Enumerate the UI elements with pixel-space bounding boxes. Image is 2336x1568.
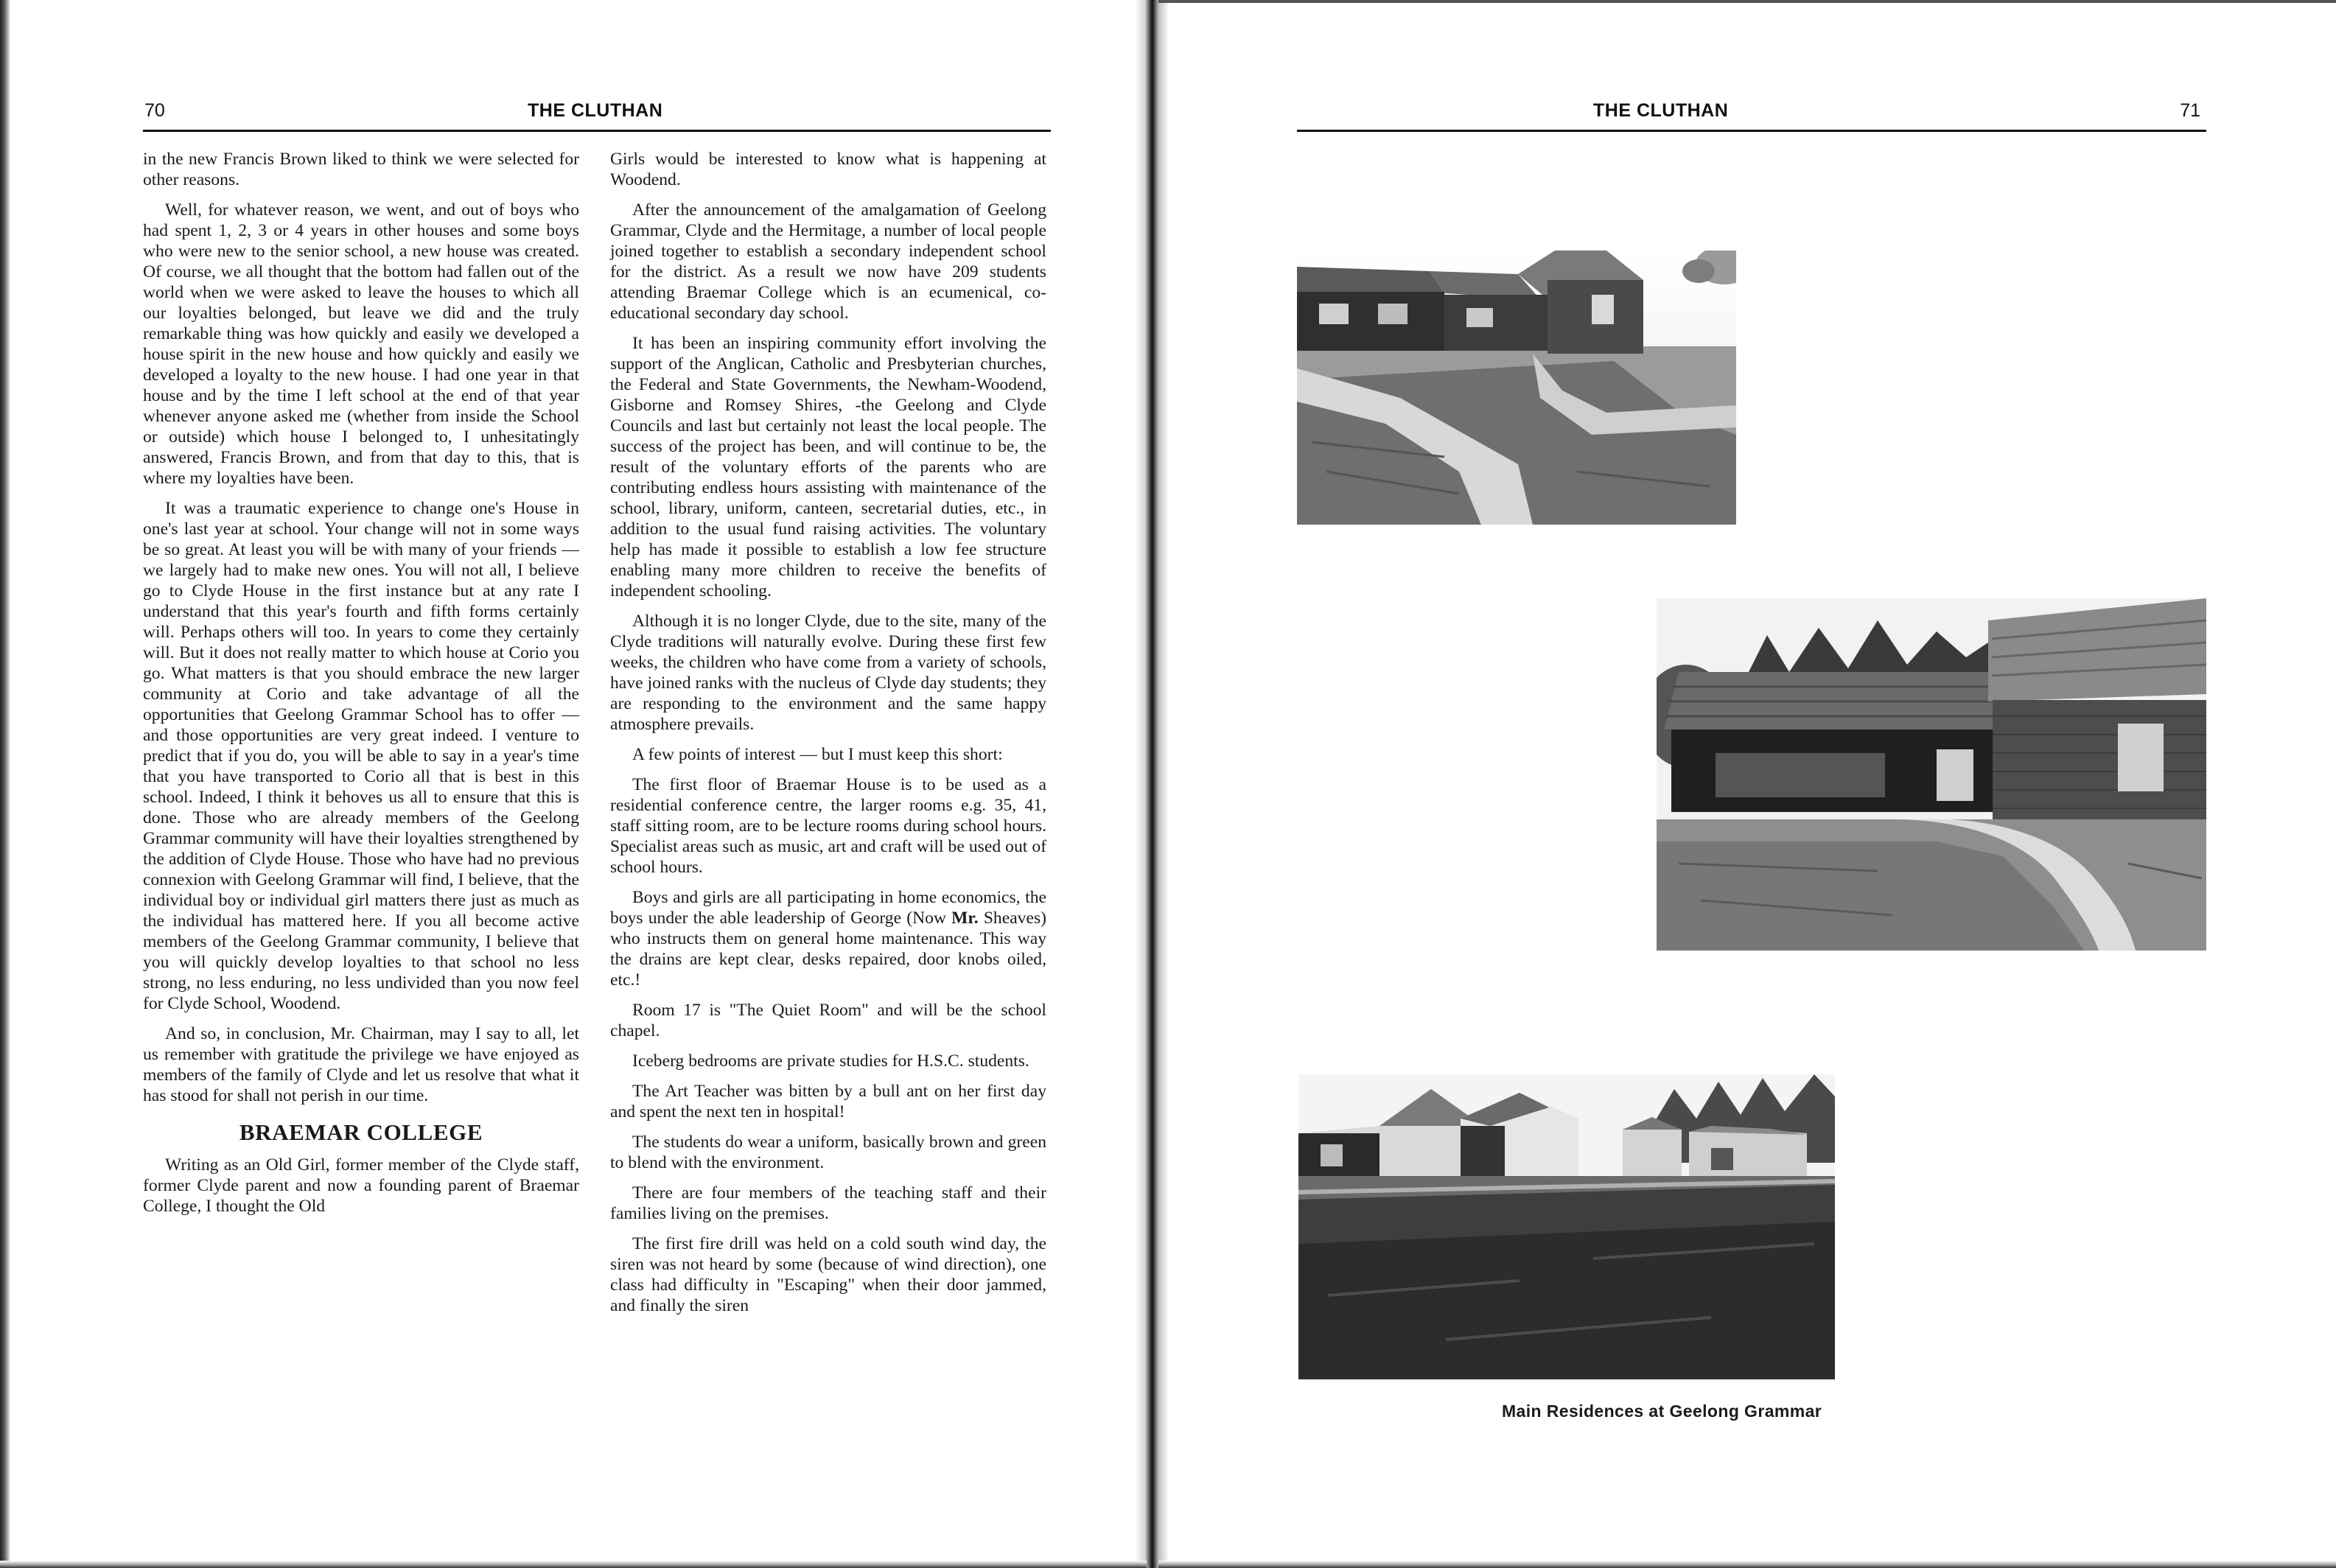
paragraph: Girls would be interested to know what is happening at Woodend.: [610, 150, 1046, 189]
running-head-right: [1297, 100, 2206, 132]
page-edge-shadow: [0, 0, 10, 1568]
paragraph: It has been an inspiring community effort involving the support of the Anglican, Catholic and Presbyterian churches, the Federal and State Governments, the Newham-Woodend, Gisborne and Romsey Shires, -the Geelong and Clyde Councils and last but certainly not least the local people. The success of the project has been, and will continue to be, the result of the voluntary efforts of the parents who are contributing endless hours assisting with maintenance of the school, library, uniform, canteen, secretarial duties, etc., in addition to the usual fund raising activities. The voluntary help has made it possible to establish a low fee structure enabling many more children to receive the benefits of independent schooling.: [610, 334, 1046, 601]
paragraph: The students do wear a uniform, basically brown and green to blend with the environment.: [610, 1133, 1046, 1172]
residence-photo-3: [1298, 1074, 1835, 1379]
paragraph: And so, in conclusion, Mr. Chairman, may I say to all, let us remember with gratitude the privilege we have enjoyed as members of the family of Clyde and let us resolve that what it has stood for shall not perish in our time.: [143, 1024, 579, 1105]
page-edge-shadow: [0, 1561, 1147, 1568]
paragraph: Writing as an Old Girl, former member of the Clyde staff, former Clyde parent and now a founding parent of Braemar College, I thought the Old: [143, 1155, 579, 1216]
left-page: [0, 0, 1147, 1568]
paragraph: The Art Teacher was bitten by a bull ant on her first day and spent the next ten in hospital!: [610, 1082, 1046, 1121]
right-page: [1158, 0, 2336, 1568]
paragraph: It was a traumatic experience to change one's House in one's last year at school. Your change will not in some ways be so great. At least you will be with many of your friends — we largely had to make new ones. You will not all, I believe go to Clyde House in the first instance but at any rate I understand that this year's fourth and fifth forms certainly will. Perhaps others will too. In years to come they certainly will. But it does not really matter to which house at Corio you go. What matters is that you should embrace the new larger community at Corio and take advantage of all the opportunities that Geelong Grammar School has to offer — and those opportunities are very great indeed. I venture to predict that if you do, you will be able to say in a year's time that you have transported to Corio all that is best in this school. Indeed, I think it behoves us all to ensure that this is done. Those who are already members of the Geelong Grammar community will have their loyalties strengthened by the addition of Clyde House. Those who have had no previous connexion with Geelong Grammar will find, I believe, that the individual boy or individual girl matters there just as much as the individual has mattered here. If you all become active members of the Geelong Grammar community, I believe that you will quickly develop loyalties to that school no less strong, no less enduring, no less undivided than you now feel for Clyde School, Woodend.: [143, 499, 579, 1013]
page-edge-shadow: [1158, 1561, 2336, 1568]
residence-photo-1: [1297, 251, 1736, 525]
text-column-2: [610, 149, 1046, 1326]
paragraph: After the announcement of the amalgamation of Geelong Grammar, Clyde and the Hermitage, a number of local people joined together to establish a secondary independent school for the district. As a result we now have 209 students attending Braemar College which is an ecumenical, co-educational secondary day school.: [610, 200, 1046, 323]
text-run: Sheaves) who instructs them on general home maintenance. This way the drains are kept clear, desks repaired, door knobs oiled, etc.!: [610, 909, 1046, 990]
page-number-right: 71: [2180, 100, 2200, 121]
photo-image: [1298, 1074, 1835, 1379]
paragraph: The first fire drill was held on a cold south wind day, the siren was not heard by some (because of wind direction), one class had difficulty in "Escaping" when their door jammed, and finally the siren: [610, 1234, 1046, 1315]
paragraph: Although it is no longer Clyde, due to the site, many of the Clyde traditions will naturally evolve. During these first few weeks, the children who have come from a variety of schools, have joined ranks with the nucleus of Clyde day students; they are responding to the environment and the same happy atmosphere prevails.: [610, 612, 1046, 734]
text-run: Boys and girls are all participating in home economics, the boys under the able leadership of George (Now: [610, 888, 1046, 928]
paragraph: The first floor of Braemar House is to be used as a residential conference centre, the larger rooms e.g. 35, 41, staff sitting room, are to be lecture rooms during school hours. Specialist areas such as music, art and craft will be used out of school hours.: [610, 775, 1046, 877]
running-head-left: [143, 100, 1051, 132]
photo-image: [1297, 251, 1736, 525]
page-number-left: 70: [144, 100, 165, 121]
paragraph: Iceberg bedrooms are private studies for H.S.C. students.: [632, 1051, 1029, 1071]
paragraph: There are four members of the teaching staff and their families living on the premises.: [610, 1183, 1046, 1223]
residence-photo-2: [1657, 598, 2206, 951]
paragraph: in the new Francis Brown liked to think we were selected for other reasons.: [143, 150, 579, 189]
paragraph: [610, 887, 1046, 990]
text-column-1: [143, 149, 579, 1226]
page-edge-shadow: [1158, 0, 2336, 3]
paragraph: Room 17 is "The Quiet Room" and will be the school chapel.: [610, 1001, 1046, 1040]
running-title-right: THE CLUTHAN: [1593, 100, 1729, 121]
section-heading: BRAEMAR COLLEGE: [239, 1119, 483, 1145]
photo-caption: Main Residences at Geelong Grammar: [1502, 1401, 1822, 1421]
paragraph: Well, for whatever reason, we went, and out of boys who had spent 1, 2, 3 or 4 years in other houses and some boys who were new to the senior school, a new house was created. Of course, we all thought that the bottom had fallen out of the world when we were asked to leave the houses to which all our loyalties belonged, but leave we did and the truly remarkable thing was how quickly and easily we developed a house spirit in the new house and how quickly and easily we developed a loyalty to the new house. I had one year in that house and by the time I left school at the end of that year whenever anyone asked me (whether from inside the School or outside) which house I belonged to, I unhesitatingly answered, Francis Brown, and from that day to this, that is where my loyalties have been.: [143, 200, 579, 488]
bold-text: Mr.: [951, 909, 979, 928]
photo-image: [1657, 598, 2206, 951]
running-title-left: THE CLUTHAN: [528, 100, 663, 121]
book-gutter: [1135, 0, 1169, 1568]
paragraph: A few points of interest — but I must keep this short:: [632, 745, 1003, 764]
